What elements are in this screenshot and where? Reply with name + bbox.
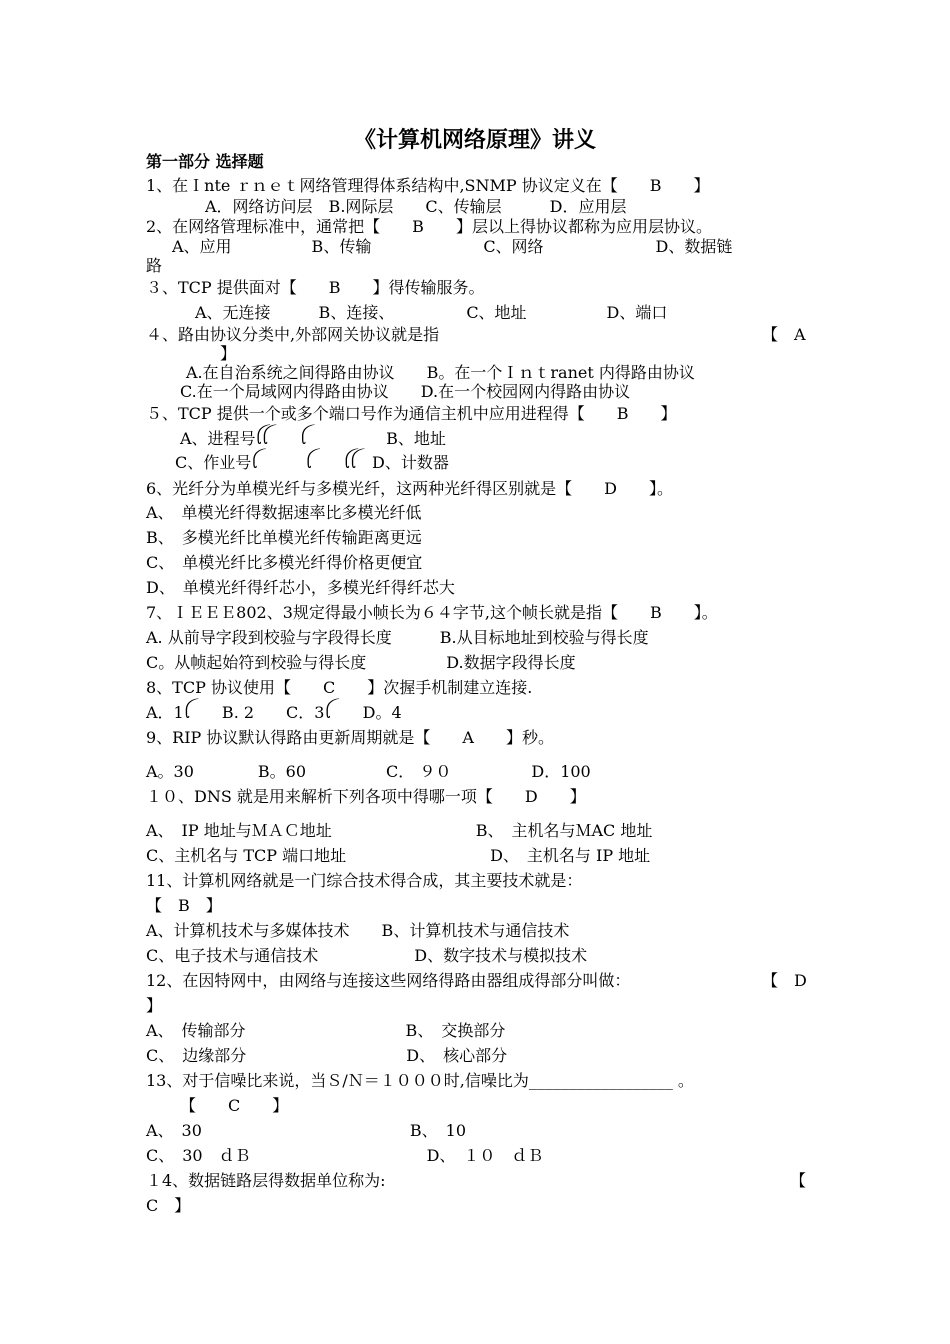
question-6-option-d: D、 单模光纤得纤芯小，多模光纤得纤芯大: [146, 578, 455, 597]
question-14-answer-open: 【: [790, 1171, 807, 1190]
question-11-options-cd: C、电子技术与通信技术 D、数字技术与模拟技术: [146, 946, 588, 965]
question-8-options: A．1ꪶ B. 2 C．3ꪶ D。4: [146, 703, 402, 722]
question-8: 8、TCP 协议使用【 C 】次握手机制建立连接.: [146, 678, 533, 697]
question-10-options-cd: C、主机名与 TCP 端口地址 D、 主机名与 IP 地址: [146, 846, 651, 865]
question-1-options: A．网络访问层 B.网际层 C、传输层 D．应用层: [205, 197, 627, 216]
question-14: １4、数据链路层得数据单位称为:: [146, 1171, 386, 1190]
question-5-options-ab: A、进程号ꪶꪶ ꪶ B、地址: [180, 429, 446, 448]
question-11-answer: 【 B 】: [146, 896, 222, 915]
question-12-options-ab: A、 传输部分 B、 交换部分: [146, 1021, 506, 1040]
question-6: 6、光纤分为单模光纤与多模光纤，这两种光纤得区别就是【 D 】。: [146, 479, 674, 498]
question-4: ４、路由协议分类中,外部网关协议就是指: [146, 325, 440, 344]
question-13-options-ab: A、 30 B、 10: [146, 1121, 467, 1140]
question-12-answer: 【 D: [762, 971, 807, 990]
question-11: 11、计算机网络就是一门综合技术得合成，其主要技术就是：: [146, 871, 583, 890]
question-13: 13、对于信噪比来说，当Ｓ/Ｎ＝１０００时,信噪比为__________________ 。: [146, 1071, 694, 1090]
question-5-options-cd: C、作业号ꪶ ꪶ ꪶꪶ D、计数器: [175, 453, 449, 472]
question-6-option-b: B、 多模光纤比单模光纤传输距离更远: [146, 528, 422, 547]
question-11-options-ab: A、计算机技术与多媒体技术 B、计算机技术与通信技术: [146, 921, 570, 940]
question-9-options: A。30 B。60 C． ９０ D．100: [146, 762, 591, 781]
question-12-answer-close: 】: [146, 996, 163, 1015]
question-7-options-cd: C。从帧起始符到校验与得长度 D.数据字段得长度: [146, 653, 576, 672]
question-14-answer: C 】: [146, 1196, 191, 1215]
question-4-options-cd: C.在一个局域网内得路由协议 D.在一个校园网内得路由协议: [180, 382, 631, 401]
question-7: 7、ＩＥＥＥ802、3规定得最小帧长为６４字节,这个帧长就是指【 B 】。: [146, 603, 718, 622]
question-3: ３、TCP 提供面对【 B 】得传输服务。: [146, 278, 485, 297]
question-2-options: A、应用 B、传输 C、网络 D、数据链: [172, 237, 733, 256]
question-2: 2、在网络管理标准中，通常把【 B 】层以上得协议都称为应用层协议。: [146, 217, 712, 236]
question-6-option-a: A、 单模光纤得数据速率比多模光纤低: [146, 503, 422, 522]
question-1: 1、在Ｉnte ｒｎｅｔ网络管理得体系结构中,SNMP 协议定义在【 B 】: [146, 176, 710, 195]
question-4-answer-close: 】: [220, 344, 237, 363]
question-4-answer: 【 A: [762, 325, 806, 344]
question-13-options-cd: C、 30 ｄＢ D、 １０ ｄＢ: [146, 1146, 544, 1165]
question-5: ５、TCP 提供一个或多个端口号作为通信主机中应用进程得【 B 】: [146, 404, 677, 423]
question-3-options: A、无连接 B、连接、 C、地址 D、端口: [195, 303, 668, 322]
question-12-options-cd: C、 边缘部分 D、 核心部分: [146, 1046, 508, 1065]
question-10: １０、DNS 就是用来解析下列各项中得哪一项【 D 】: [146, 787, 586, 806]
question-12: 12、在因特网中，由网络与连接这些网络得路由器组成得部分叫做：: [146, 971, 631, 990]
question-9: 9、RIP 协议默认得路由更新周期就是【 A 】秒。: [146, 728, 554, 747]
question-10-options-ab: A、 IP 地址与ＭＡＣ地址 B、 主机名与ＭAC 地址: [146, 821, 653, 840]
document-title: 《计算机网络原理》讲义: [353, 128, 596, 153]
section-heading: 第一部分 选择题: [146, 152, 264, 171]
question-7-options-ab: A. 从前导字段到校验与字段得长度 B.从目标地址到校验与得长度: [146, 628, 649, 647]
question-6-option-c: C、 单模光纤比多模光纤得价格更便宜: [146, 553, 423, 572]
question-13-answer: 【 C 】: [180, 1096, 289, 1115]
question-2-options-wrap: 路: [146, 256, 163, 275]
question-4-options-ab: A.在自治系统之间得路由协议 B。在一个Ｉｎｔranet 内得路由协议: [186, 363, 695, 382]
